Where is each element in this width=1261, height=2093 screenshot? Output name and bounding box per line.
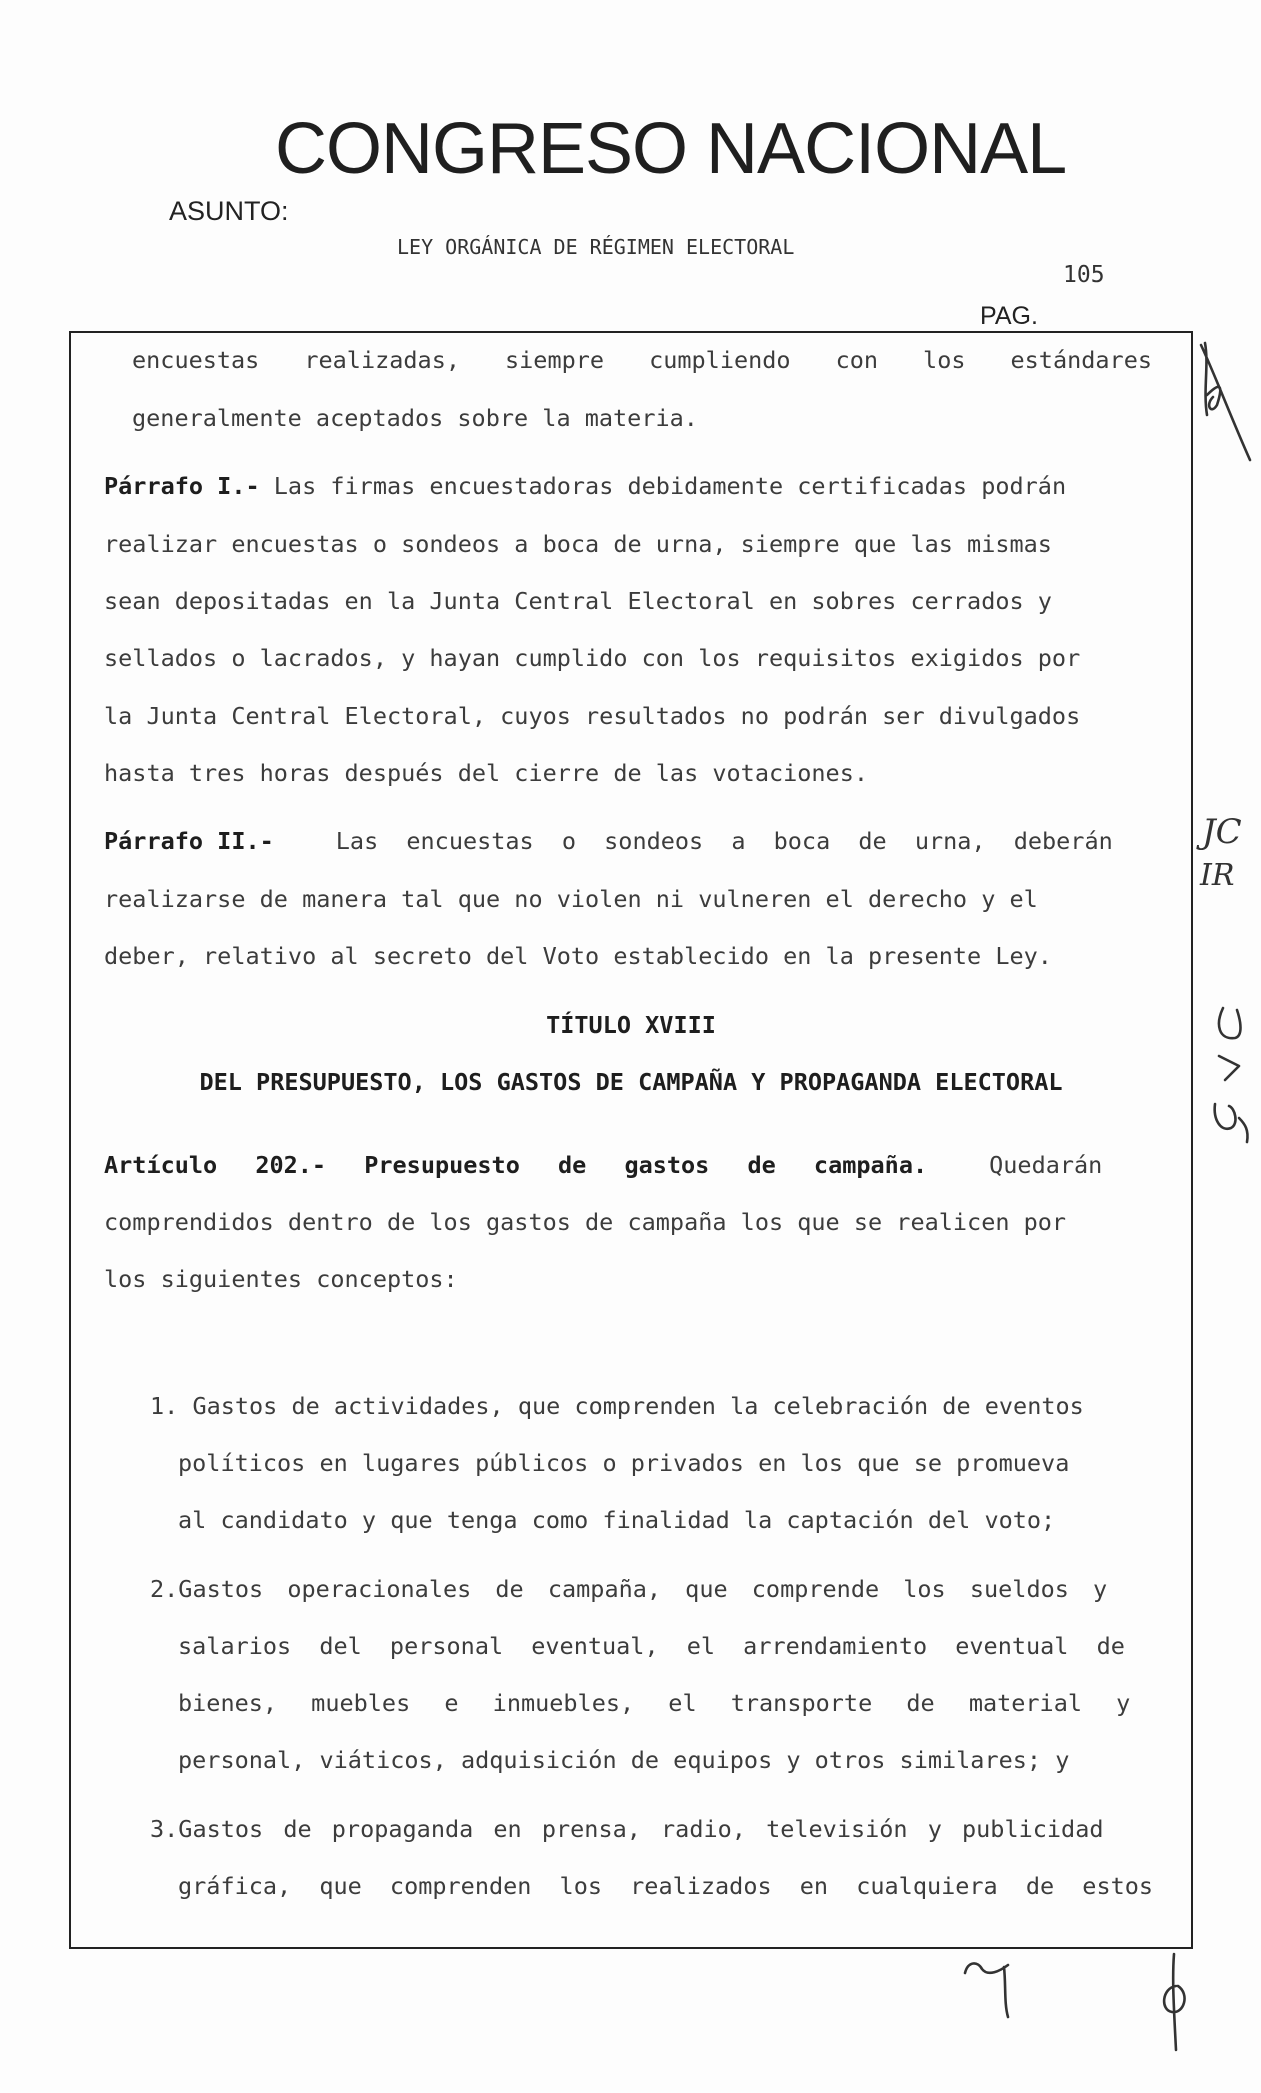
pag-label: PAG. xyxy=(980,302,1038,330)
paragraph-1-line-4: sellados o lacrados, y hayan cumplido con los requisitos exigidos por xyxy=(104,644,1081,672)
paragraph-2-line-3: deber, relativo al secreto del Voto establecido en la presente Ley. xyxy=(104,942,1052,970)
continuation-line-2: generalmente aceptados sobre la materia. xyxy=(132,404,698,432)
margin-initials-vertical xyxy=(1205,1000,1255,1150)
list-item-3-line-2: gráfica, que comprenden los realizados en cualquiera de estos xyxy=(178,1872,1154,1900)
margin-initials-jc: JC xyxy=(1202,812,1242,852)
article-202-line-1: Artículo 202.- Presupuesto de gastos de campaña. Quedarán xyxy=(104,1151,1103,1179)
continuation-line-1: encuestas realizadas, siempre cumpliendo con los estándares xyxy=(132,346,1152,374)
paragraph-1-line-1: Párrafo I.- Las firmas encuestadoras debidamente certificadas podrán xyxy=(104,472,1067,500)
list-item-2-line-2: salarios del personal eventual, el arrendamiento eventual de xyxy=(178,1632,1125,1660)
list-item-2-line-4: personal, viáticos, adquisición de equipos y otros similares; y xyxy=(178,1746,1070,1774)
paragraph-2-line-2: realizarse de manera tal que no violen ni vulneren el derecho y el xyxy=(104,885,1038,913)
article-202-heading: Artículo 202.- Presupuesto de gastos de campaña. xyxy=(104,1151,928,1179)
bottom-initials-right xyxy=(1150,1950,1200,2060)
list-item-2-line-1: 2.Gastos operacionales de campaña, que comprende los sueldos y xyxy=(150,1575,1108,1603)
list-item-1-line-3: al candidato y que tenga como finalidad la captación del voto; xyxy=(178,1506,1056,1534)
paragraph-1-line-6: hasta tres horas después del cierre de las votaciones. xyxy=(104,759,869,787)
initials-signature-top xyxy=(1195,335,1255,465)
paragraph-2-line-1: Párrafo II.- Las encuestas o sondeos a boca de urna, deberán xyxy=(104,827,1113,855)
section-subtitle: DEL PRESUPUESTO, LOS GASTOS DE CAMPAÑA Y PROPAGANDA ELECTORAL xyxy=(199,1068,1063,1096)
page-number: 105 xyxy=(1063,262,1105,288)
bottom-initials-left xyxy=(960,1955,1040,2025)
paragraph-1-label: Párrafo I.- xyxy=(104,472,260,500)
paragraph-2-label: Párrafo II.- xyxy=(104,827,274,855)
asunto-label: ASUNTO: xyxy=(169,196,289,226)
article-202-line-2: comprendidos dentro de los gastos de campaña los que se realicen por xyxy=(104,1208,1067,1236)
margin-initials-ir: IR xyxy=(1200,858,1235,893)
paragraph-1-line-3: sean depositadas en la Junta Central Electoral en sobres cerrados y xyxy=(104,587,1052,615)
section-title: TÍTULO XVIII xyxy=(546,1011,716,1039)
paragraph-1-line-2: realizar encuestas o sondeos a boca de urna, siempre que las mismas xyxy=(104,530,1052,558)
header-institution: CONGRESO NACIONAL xyxy=(275,109,1067,189)
paragraph-1-line-5: la Junta Central Electoral, cuyos resultados no podrán ser divulgados xyxy=(104,702,1081,730)
list-item-1-line-2: políticos en lugares públicos o privados en los que se promueva xyxy=(178,1449,1070,1477)
document-subject: LEY ORGÁNICA DE RÉGIMEN ELECTORAL xyxy=(397,235,795,259)
list-item-3-line-1: 3.Gastos de propaganda en prensa, radio, televisión y publicidad xyxy=(150,1815,1104,1843)
list-item-1-line-1: 1. Gastos de actividades, que comprenden la celebración de eventos xyxy=(150,1392,1084,1420)
list-item-2-line-3: bienes, muebles e inmuebles, el transporte de material y xyxy=(178,1689,1131,1717)
article-202-line-3: los siguientes conceptos: xyxy=(104,1265,458,1293)
